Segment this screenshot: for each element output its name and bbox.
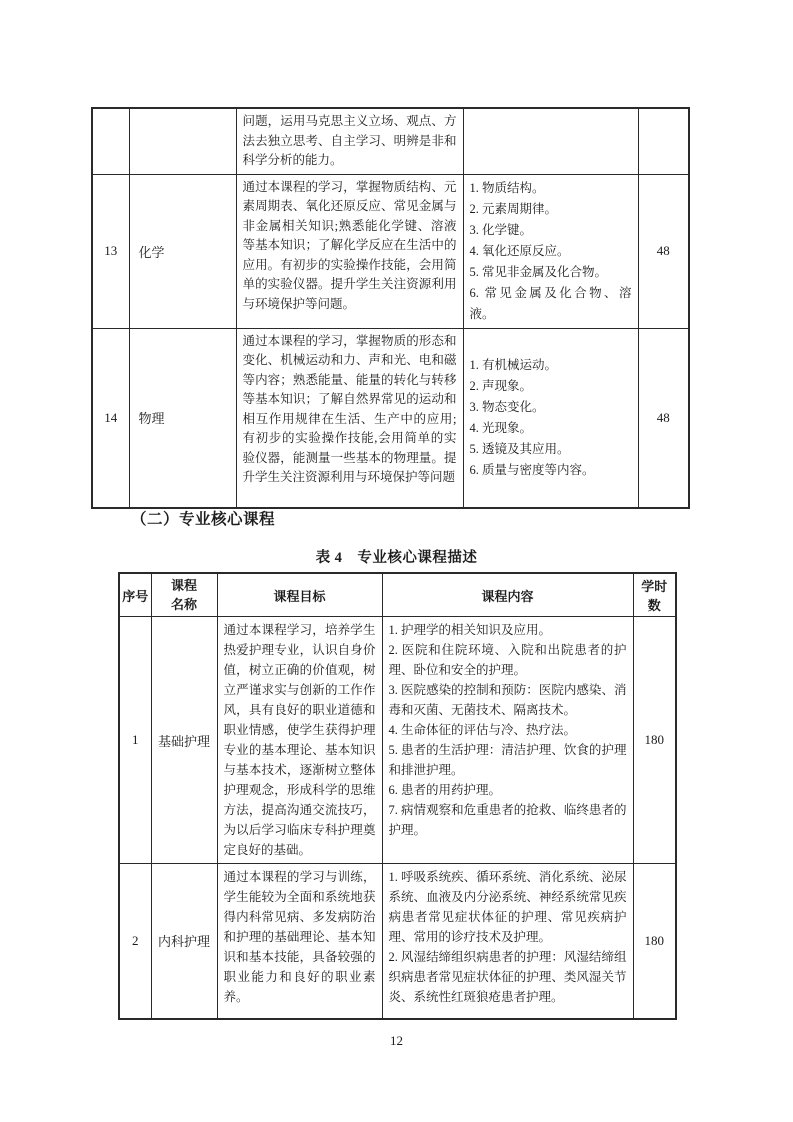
content-item: 1. 物质结构。 [469,180,545,195]
content-item: 5. 透镜及其应用。 [469,441,570,456]
course-no-cell: 14 [92,328,129,508]
course-hours-cell: 180 [633,617,676,864]
course-objective-cell: 通过本课程的学习，掌握物质结构、元素周期表、氧化还原反应、常见金属与非金属相关知识;熟悉能化学键、溶液等基本知识；了解化学反应在生活中的应用。有初步的实验操作技能，会用简单的实验仪器。提升学生关注资源利用与环境保护等问题。 [236,174,463,328]
core-courses-table [118,572,677,1020]
content-item: 6. 质量与密度等内容。 [469,462,595,477]
course-content-cell [382,864,633,1019]
content-item: 4. 生命体征的评估与冷、热疗法。 [388,723,577,737]
course-name-cell: 物理 [129,328,236,508]
content-item: 5. 常见非金属及化合物。 [469,264,608,279]
section-heading: （二）专业核心课程 [131,511,276,528]
basic-courses-table [91,107,690,509]
course-no-cell: 2 [119,864,151,1019]
course-name-cell: 基础护理 [151,617,217,864]
table-row-physics [92,328,689,508]
content-item: 2. 声现象。 [469,378,533,393]
content-item: 6. 患者的用药护理。 [388,783,502,797]
content-item: 2. 风湿结缔组织病患者的护理：风湿结缔组织病患者常见症状体征的护理、类风湿关节炎、系统性红斑狼疮患者护理。 [388,950,627,1004]
content-item: 5. 患者的生活护理：清洁护理、饮食的护理和排泄护理。 [388,743,627,777]
course-objective-cell: 通过本课程的学习，掌握物质的形态和变化、机械运动和力、声和光、电和磁等内容；熟悉能量、能量的转化与转移等基本知识；了解自然界常见的运动和相互作用规律在生活、生产中的应用;有初步的实验操作技能,会用简单的实验仪器，能测量一些基本的物理量。提升学生关注资源利用与环境保护等问题 [236,328,463,508]
course-objective-cell: 问题，运用马克思主义立场、观点、方法去独立思考、自主学习、明辨是非和科学分析的能力。 [236,108,463,174]
course-hours-cell: 48 [638,174,689,328]
content-item: 1. 呼吸系统疾、循环系统、消化系统、泌尿系统、血液及内分泌系统、神经系统常见疾病患者常见症状体征的护理、常见疾病护理、常用的诊疗技术及护理。 [388,870,627,944]
content-item: 3. 化学键。 [469,222,533,237]
course-hours-cell [638,108,689,174]
course-hours-cell: 180 [633,864,676,1019]
course-content-cell [463,108,638,174]
course-content-cell [463,328,638,508]
content-item: 4. 氧化还原反应。 [469,243,570,258]
content-item: 2. 医院和住院环境、入院和出院患者的护理、卧位和安全的护理。 [388,643,627,677]
course-no-cell: 1 [119,617,151,864]
content-item: 3. 医院感染的控制和预防：医院内感染、消毒和灭菌、无菌技术、隔离技术。 [388,683,627,717]
table-row-internal-medicine-nursing [119,864,676,1019]
header-course-content: 课程内容 [382,573,633,617]
course-objective-cell: 通过本课程的学习与训练，学生能较为全面和系统地获得内科常见病、多发病防治和护理的基础理论、基本知识和基本技能，具备较强的职业能力和良好的职业素养。 [217,864,382,1019]
course-hours-cell: 48 [638,328,689,508]
header-course-name-label: 课程名称 [170,578,197,612]
course-name-cell [129,108,236,174]
header-course-no: 序号 [119,573,151,617]
table-row-chemistry [92,174,689,328]
header-course-objective: 课程目标 [217,573,382,617]
content-item: 2. 元素周期律。 [469,201,558,216]
header-course-name [151,573,217,617]
table-row-basic-nursing [119,617,676,864]
course-no-cell: 13 [92,174,129,328]
content-item: 1. 有机械运动。 [469,357,558,372]
course-name-cell: 化学 [129,174,236,328]
table4-title: 表 4 专业核心课程描述 [315,550,478,566]
content-item: 4. 光现象。 [469,420,533,435]
content-item: 7. 病情观察和危重患者的抢救、临终患者的护理。 [388,803,627,837]
content-item: 6. 常见金属及化合物、溶液。 [469,285,632,321]
course-content-cell [382,617,633,864]
table-row-continuation [92,108,689,174]
header-course-hours: 学时数 [633,573,676,617]
course-objective-cell: 通过本课程学习，培养学生热爱护理专业，认识自身价值，树立正确的价值观，树立严谨求实与创新的工作作风，具有良好的职业道德和职业情感，使学生获得护理专业的基本理论、基本知识与基本技术，逐渐树立整体护理观念，形成科学的思维方法，提高沟通交流技巧，为以后学习临床专科护理奠定良好的基础。 [217,617,382,864]
course-content-cell [463,174,638,328]
course-no-cell [92,108,129,174]
content-item: 1. 护理学的相关知识及应用。 [388,623,552,637]
content-item: 3. 物态变化。 [469,399,545,414]
page-number: 12 [390,1033,403,1048]
table4-header-row [119,573,676,617]
course-name-cell: 内科护理 [151,864,217,1019]
